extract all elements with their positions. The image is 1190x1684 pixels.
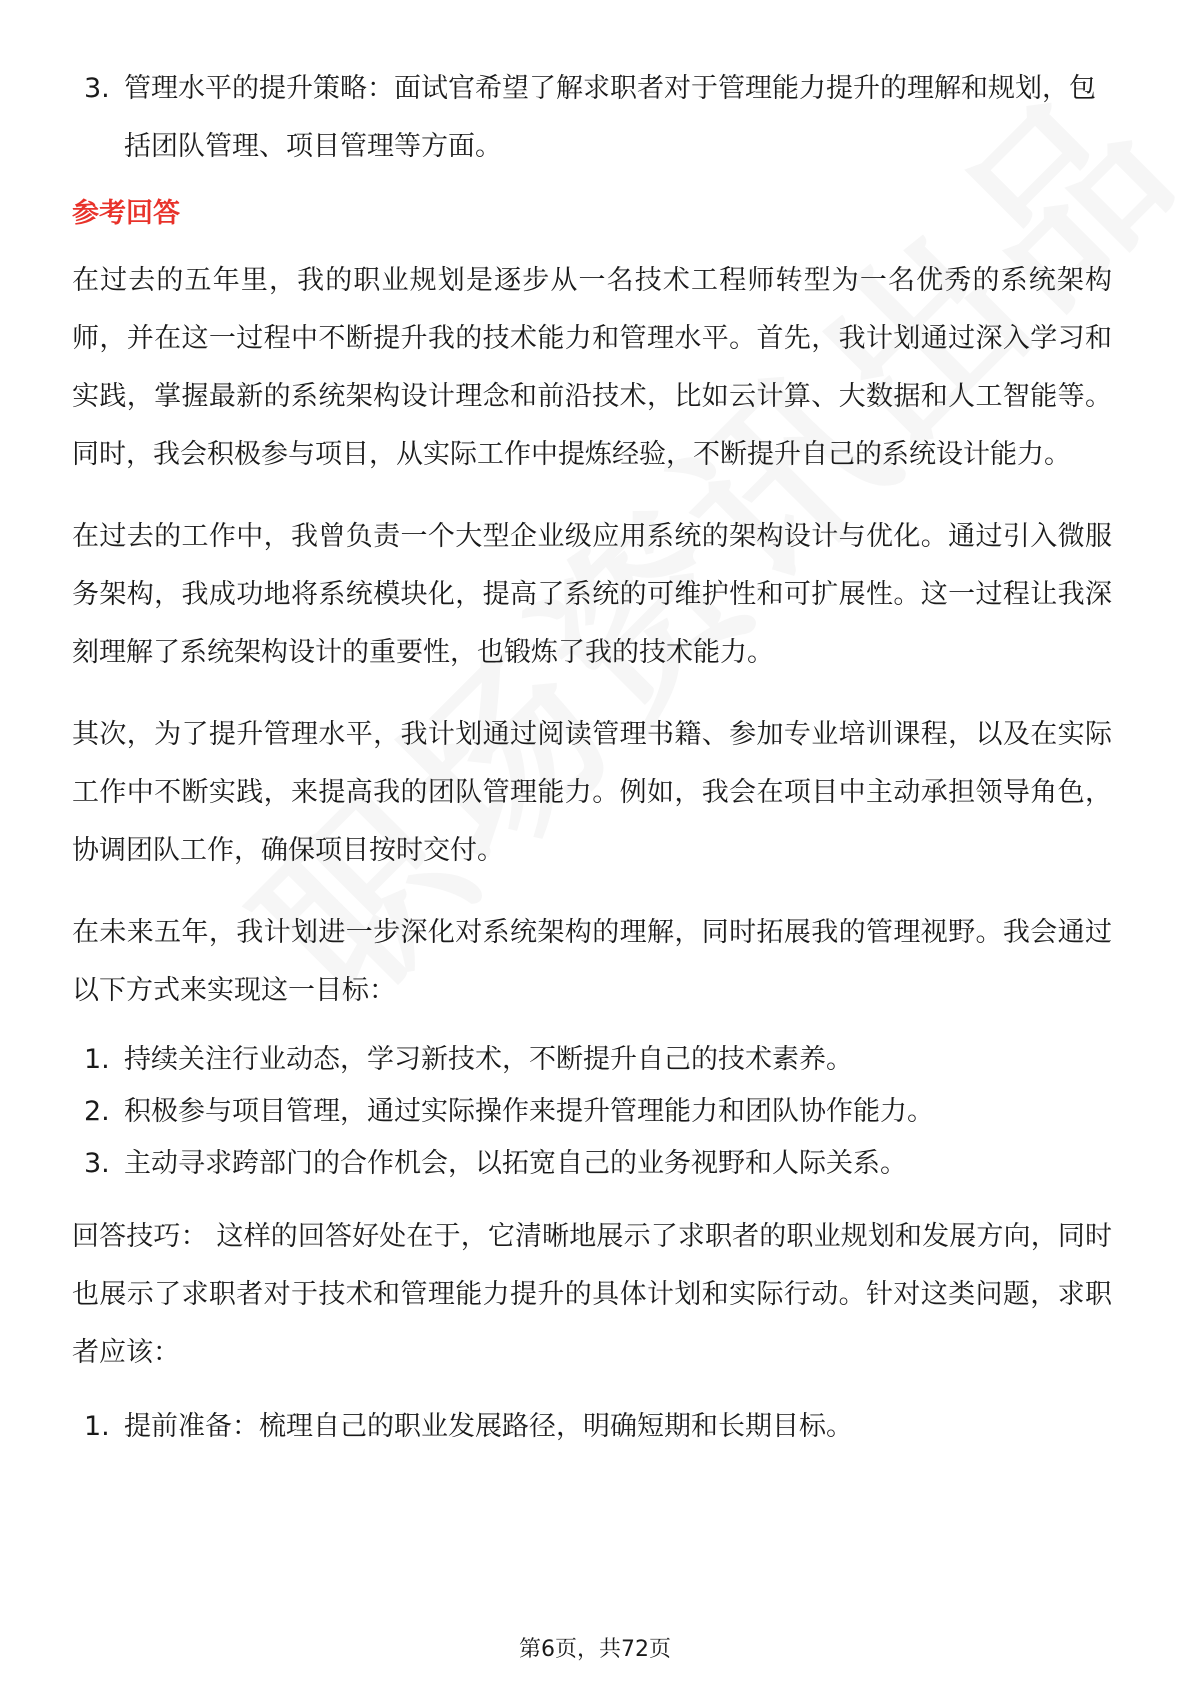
list-item-number: 1. bbox=[84, 1411, 110, 1442]
list-item bbox=[72, 1034, 1112, 1086]
list-item bbox=[72, 60, 1112, 176]
page-content bbox=[72, 60, 1112, 1456]
list-item bbox=[72, 1086, 1112, 1138]
list-item-number: 1. bbox=[84, 1044, 110, 1075]
list-item bbox=[72, 1138, 1112, 1190]
list-item-text: 积极参与项目管理，通过实际操作来提升管理能力和团队协作能力。 bbox=[124, 1096, 934, 1127]
list-item-number: 3. bbox=[84, 73, 110, 104]
question-focus-list bbox=[72, 60, 1112, 176]
answer-paragraph-4: 在未来五年，我计划进一步深化对系统架构的理解，同时拓展我的管理视野。我会通过以下方式来实现这一目标： bbox=[72, 917, 1112, 1006]
answer-paragraph-3: 其次，为了提升管理水平，我计划通过阅读管理书籍、参加专业培训课程，以及在实际工作中不断实践，来提高我的团队管理能力。例如，我会在项目中主动承担领导角色，协调团队工作，确保项目按时交付。 bbox=[72, 719, 1112, 866]
tips-list bbox=[72, 1398, 1112, 1456]
list-item-text: 提前准备：梳理自己的职业发展路径，明确短期和长期目标。 bbox=[124, 1411, 853, 1442]
answer-paragraph-2: 在过去的工作中，我曾负责一个大型企业级应用系统的架构设计与优化。通过引入微服务架构，我成功地将系统模块化，提高了系统的可维护性和可扩展性。这一过程让我深刻理解了系统架构设计的重要性，也锻炼了我的技术能力。 bbox=[72, 521, 1112, 668]
list-item-number: 3. bbox=[84, 1148, 110, 1179]
answer-paragraph-1: 在过去的五年里，我的职业规划是逐步从一名技术工程师转型为一名优秀的系统架构师，并在这一过程中不断提升我的技术能力和管理水平。首先，我计划通过深入学习和实践，掌握最新的系统架构设计理念和前沿技术，比如云计算、大数据和人工智能等。同时，我会积极参与项目，从实际工作中提炼经验，不断提升自己的系统设计能力。 bbox=[72, 265, 1112, 470]
goals-list bbox=[72, 1034, 1112, 1190]
list-item-number: 2. bbox=[84, 1096, 110, 1127]
page-number-footer: 第6页，共72页 bbox=[519, 1637, 671, 1662]
tips-paragraph: 回答技巧： 这样的回答好处在于，它清晰地展示了求职者的职业规划和发展方向，同时也展示了求职者对于技术和管理能力提升的具体计划和实际行动。针对这类问题，求职者应该： bbox=[72, 1221, 1112, 1368]
section-title: 参考回答 bbox=[72, 198, 180, 229]
list-item-text: 主动寻求跨部门的合作机会，以拓宽自己的业务视野和人际关系。 bbox=[124, 1148, 907, 1179]
list-item-text: 持续关注行业动态，学习新技术，不断提升自己的技术素养。 bbox=[124, 1044, 853, 1075]
list-item bbox=[72, 1398, 1112, 1456]
list-item-text: 管理水平的提升策略：面试官希望了解求职者对于管理能力提升的理解和规划，包括团队管理、项目管理等方面。 bbox=[124, 73, 1096, 162]
